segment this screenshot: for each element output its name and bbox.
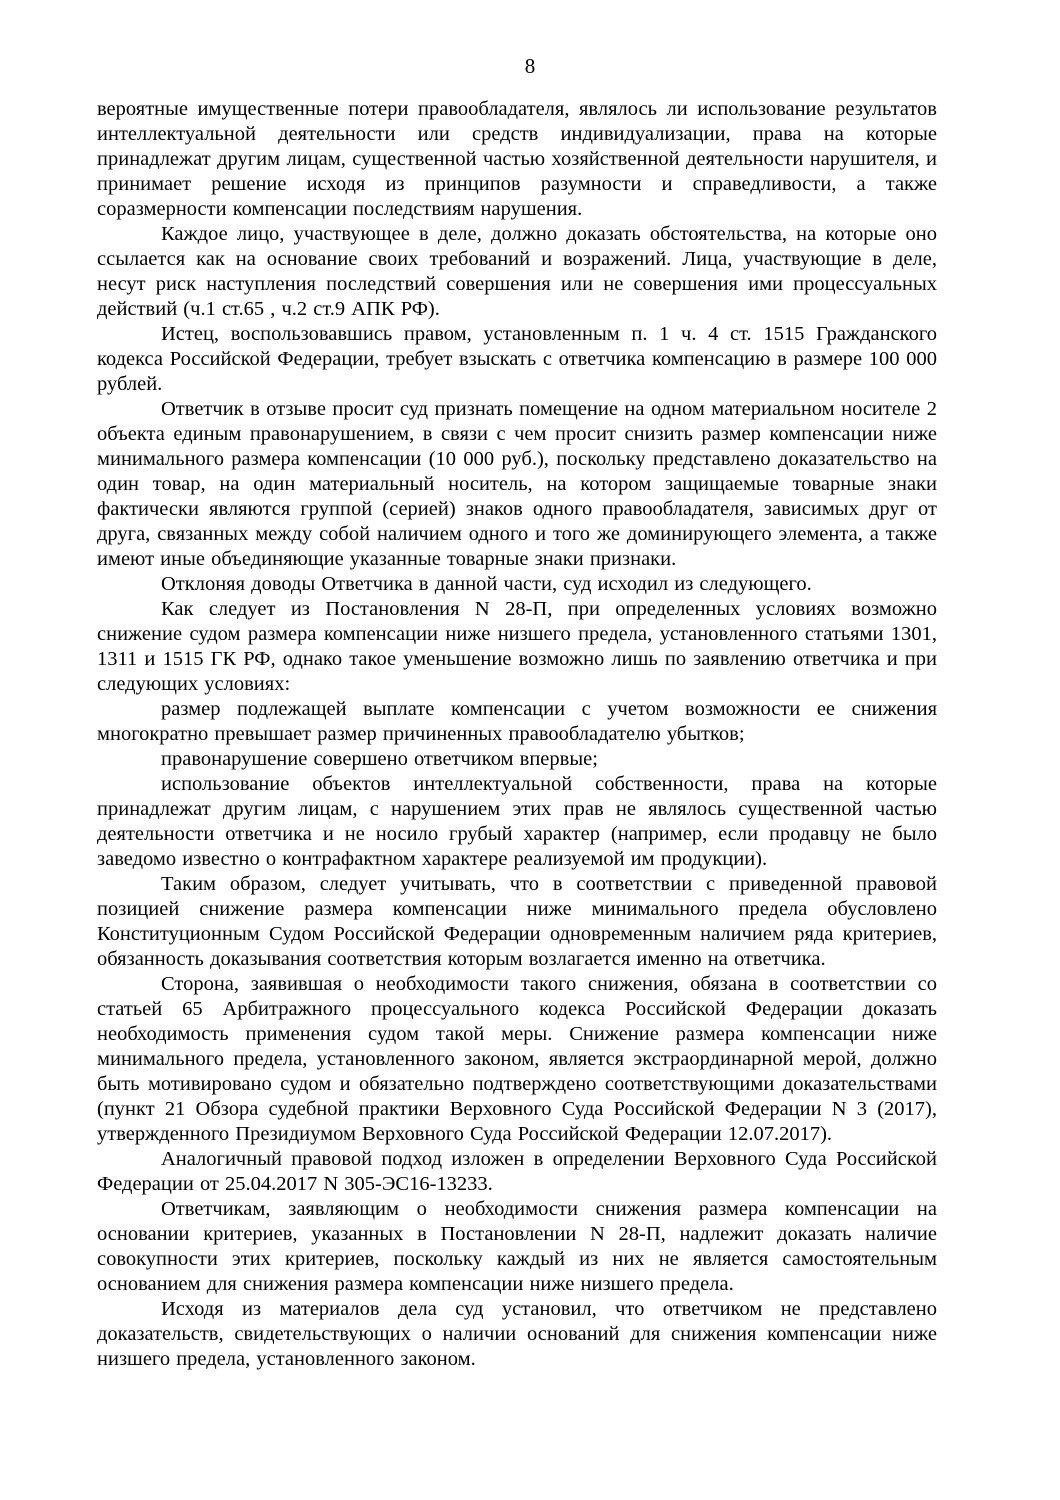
- paragraph-7: размер подлежащей выплате компенсации с учетом возможности ее снижения многократно превышает размер причиненных правообладателю убытков;: [97, 698, 937, 745]
- paragraph-8: правонарушение совершено ответчиком впервые;: [161, 748, 598, 770]
- page-number: 8: [524, 54, 536, 78]
- paragraph-10: Таким образом, следует учитывать, что в соответствии с приведенной правовой позицией снижение размера компенсации ниже минимального предела обусловлено Конституционным Судом Российской Федерации одновременным наличием ряда критериев, обязанность доказывания соответствия которым возлагается именно на ответчика.: [97, 873, 937, 970]
- paragraph-2: Каждое лицо, участвующее в деле, должно доказать обстоятельства, на которые оно ссылается как на основание своих требований и возражений. Лица, участвующие в деле, несут риск наступления последствий совершения или не совершения ими процессуальных действий (ч.1 ст.65 , ч.2 ст.9 АПК РФ).: [97, 223, 937, 320]
- paragraph-5: Отклоняя доводы Ответчика в данной части, суд исходил из следующего.: [161, 573, 812, 595]
- document-body: [97, 97, 937, 1372]
- paragraph-1: вероятные имущественные потери правообладателя, являлось ли использование результатов интеллектуальной деятельности или средств индивидуализации, права на которые принадлежат другим лицам, существенной частью хозяйственной деятельности нарушителя, и принимает решение исходя из принципов разумности и справедливости, а также соразмерности компенсации последствиям нарушения.: [97, 98, 937, 220]
- paragraph-11: Сторона, заявившая о необходимости такого снижения, обязана в соответствии со статьей 65 Арбитражного процессуального кодекса Российской Федерации доказать необходимость применения судом такой меры. Снижение размера компенсации ниже минимального предела, установленного законом, является экстраординарной мерой, должно быть мотивировано судом и обязательно подтверждено соответствующими доказательствами (пункт 21 Обзора судебной практики Верховного Суда Российской Федерации N 3 (2017), утвержденного Президиумом Верховного Суда Российской Федерации 12.07.2017).: [97, 973, 937, 1145]
- paragraph-13: Ответчикам, заявляющим о необходимости снижения размера компенсации на основании критериев, указанных в Постановлении N 28-П, надлежит доказать наличие совокупности этих критериев, поскольку каждый из них не является самостоятельным основанием для снижения размера компенсации ниже низшего предела.: [97, 1198, 937, 1295]
- paragraph-12: Аналогичный правовой подход изложен в определении Верховного Суда Российской Федерации от 25.04.2017 N 305-ЭС16-13233.: [97, 1148, 937, 1195]
- paragraph-3: Истец, воспользовавшись правом, установленным п. 1 ч. 4 ст. 1515 Гражданского кодекса Российской Федерации, требует взыскать с ответчика компенсацию в размере 100 000 рублей.: [97, 323, 937, 395]
- paragraph-9: использование объектов интеллектуальной собственности, права на которые принадлежат другим лицам, с нарушением этих прав не являлось существенной частью деятельности ответчика и не носило грубый характер (например, если продавцу не было заведомо известно о контрафактном характере реализуемой им продукции).: [97, 773, 937, 870]
- paragraph-6: Как следует из Постановления N 28-П, при определенных условиях возможно снижение судом размера компенсации ниже низшего предела, установленного статьями 1301, 1311 и 1515 ГК РФ, однако такое уменьшение возможно лишь по заявлению ответчика и при следующих условиях:: [97, 598, 937, 695]
- paragraph-14: Исходя из материалов дела суд установил, что ответчиком не представлено доказательств, свидетельствующих о наличии оснований для снижения компенсации ниже низшего предела, установленного законом.: [97, 1298, 937, 1370]
- paragraph-4: Ответчик в отзыве просит суд признать помещение на одном материальном носителе 2 объекта единым правонарушением, в связи с чем просит снизить размер компенсации ниже минимального размера компенсации (10 000 руб.), поскольку представлено доказательство на один товар, на один материальный носитель, на котором защищаемые товарные знаки фактически являются группой (серией) знаков одного правообладателя, зависимых друг от друга, связанных между собой наличием одного и того же доминирующего элемента, а также имеют иные объединяющие указанные товарные знаки признаки.: [97, 398, 937, 570]
